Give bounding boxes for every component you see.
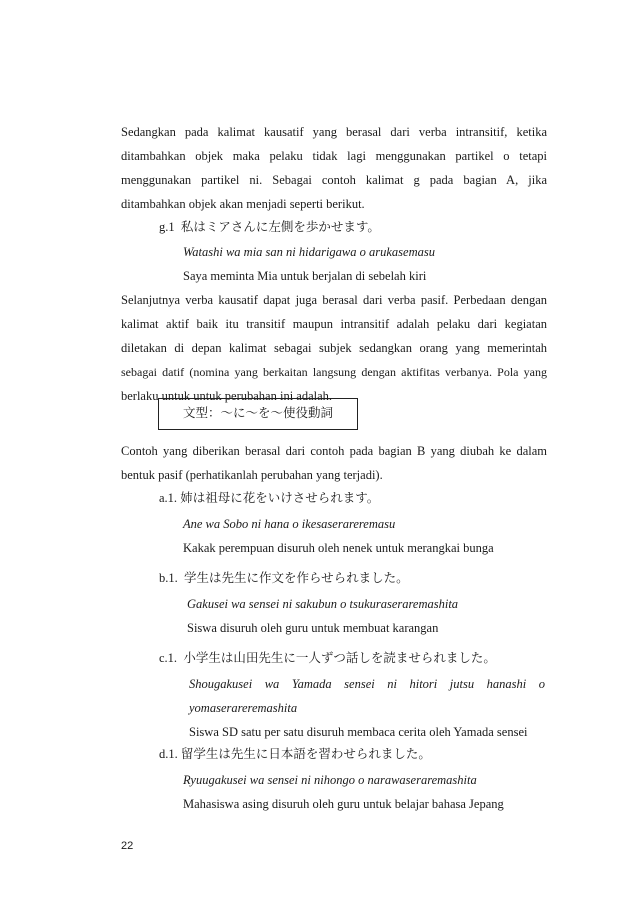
example-b-sentence [159,570,539,586]
example-label: b.1. [159,571,178,585]
japanese-sentence: 小学生は山田先生に一人ずつ話しを読ませられました。 [183,650,496,665]
example-g-sentence [159,219,539,235]
example-a-romaji: Ane wa Sobo ni hana o ikesaserareremasu [183,517,396,531]
example-c-translation: Siswa SD satu per satu disuruh membaca cerita oleh Yamada sensei [189,725,528,739]
example-c-romaji-line-1: Shougakusei wa Yamada sensei ni hitori jutsu hanashi o [189,677,545,691]
example-d-translation: Mahasiswa asing disuruh oleh guru untuk belajar bahasa Jepang [183,797,504,811]
paragraph-3-line-2: bentuk pasif (perhatikanlah perubahan yang terjadi). [121,468,383,482]
example-label: a.1. [159,491,178,505]
example-d-romaji: Ryuugakusei wa sensei ni nihongo o narawaseraremashita [183,773,477,787]
example-g-translation: Saya meminta Mia untuk berjalan di sebelah kiri [183,269,427,283]
example-label: g.1 [159,220,175,234]
page-number: 22 [121,840,134,852]
japanese-sentence: 留学生は先生に日本語を習わせられました。 [180,746,431,761]
japanese-sentence: 学生は先生に作文を作らせられました。 [184,570,409,585]
paragraph-1-line-1: Sedangkan pada kalimat kausatif yang berasal dari verba intransitif, ketika [121,125,547,139]
example-g-romaji: Watashi wa mia san ni hidarigawa o arukasemasu [183,245,435,259]
pattern-text: 文型：～に～を～使役動詞 [183,405,334,420]
paragraph-2-line-3: diletakan di depan kalimat sebagai subjek sedangkan orang yang memerintah [121,341,547,355]
example-label: c.1. [159,651,178,665]
paragraph-2-line-1: Selanjutnya verba kausatif dapat juga berasal dari verba pasif. Perbedaan dengan [121,293,547,307]
example-c-sentence [159,650,539,666]
japanese-sentence: 私はミアさんに左側を歩かせます。 [180,219,380,234]
paragraph-2-line-2: kalimat aktif baik itu transitif maupun intransitif adalah pelaku dari kegiatan [121,317,547,331]
paragraph-2-line-4: sebagai datif (nomina yang berkaitan langsung dengan aktifitas verbanya. Pola yang [121,365,547,379]
paragraph-1-line-2: ditambahkan objek maka pelaku tidak lagi menggunakan partikel o tetapi [121,149,547,163]
example-a-sentence [159,490,539,506]
japanese-sentence: 姉は祖母に花をいけさせられます。 [180,490,380,505]
example-c-romaji-line-2: yomaserareremashita [189,701,298,715]
paragraph-1-line-3: menggunakan partikel ni. Sebagai contoh kalimat g pada bagian A, jika [121,173,547,187]
example-b-translation: Siswa disuruh oleh guru untuk membuat karangan [187,621,439,635]
paragraph-3-line-1: Contoh yang diberikan berasal dari contoh pada bagian B yang diubah ke dalam [121,444,547,458]
example-d-sentence [159,746,539,762]
example-label: d.1. [159,747,178,761]
paragraph-1-line-4: ditambahkan objek akan menjadi seperti berikut. [121,197,365,211]
example-b-romaji: Gakusei wa sensei ni sakubun o tsukuraseraremashita [187,597,459,611]
example-a-translation: Kakak perempuan disuruh oleh nenek untuk merangkai bunga [183,541,494,555]
paragraph-2-line-5: berlaku untuk untuk perubahan ini adalah. [121,389,333,403]
